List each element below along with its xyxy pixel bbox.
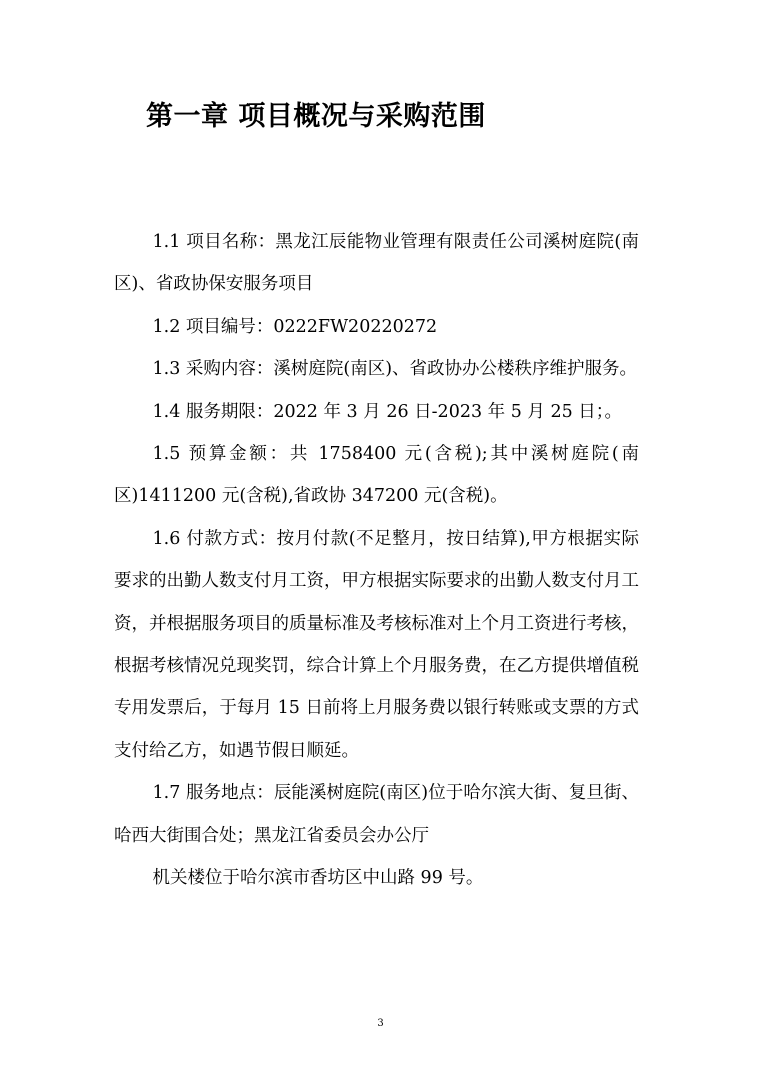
page-number: 3 [377, 1018, 384, 1029]
paragraph-payment-method: 1.6 付款方式：按月付款(不足整月，按日结算),甲方根据实际要求的出勤人数支付月工资，甲方根据实际要求的出勤人数支付月工资，并根据服务项目的质量标准及考核标准对上个月工资进行考核，根据考核情况兑现奖罚，综合计算上个月服务费，在乙方提供增值税专用发票后，于每月 15 日前将上月服务费以银行转账或支票的方式支付给乙方，如遇节假日顺延。 [114, 528, 639, 761]
paragraph-service-location: 1.7 服务地点：辰能溪树庭院(南区)位于哈尔滨大街、复旦街、哈西大街围合处；黑龙江省委员会办公厅 [114, 783, 639, 846]
paragraph-project-name: 1.1 项目名称：黑龙江辰能物业管理有限责任公司溪树庭院(南区)、省政协保安服务项目 [114, 232, 639, 295]
paragraph-budget-amount: 1.5 预算金额：共 1758400 元(含税);其中溪树庭院(南区)1411200 元(含税),省政协 347200 元(含税)。 [114, 444, 639, 507]
body-text [114, 221, 639, 900]
paragraph-service-period: 1.4 服务期限：2022 年 3 月 26 日-2023 年 5 月 25 日；。 [152, 401, 623, 422]
paragraph-service-location-continued: 机关楼位于哈尔滨市香坊区中山路 99 号。 [152, 868, 484, 889]
paragraph-procurement-content: 1.3 采购内容：溪树庭院(南区)、省政协办公楼秩序维护服务。 [152, 359, 638, 380]
paragraph-project-number: 1.2 项目编号：0222FW20220272 [152, 316, 438, 337]
chapter-title: 第一章 项目概况与采购范围 [146, 101, 486, 132]
